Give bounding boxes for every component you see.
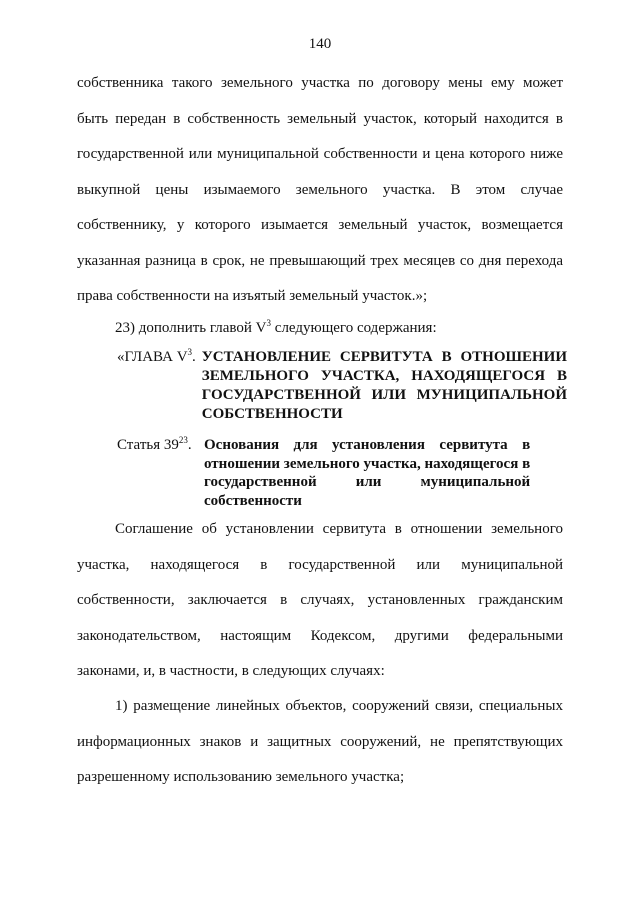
text-line: Соглашение об установлении сервитута в отношении земельного	[115, 521, 563, 537]
text-line: законами, и, в частности, в следующих случаях:	[77, 663, 385, 679]
article-title-line: государственной или муниципальной	[204, 474, 531, 490]
text-line: участка, находящегося в государственной или муниципальной	[77, 556, 563, 573]
amendment-text-end: следующего содержания:	[271, 320, 437, 336]
text-line: собственника такого земельного участка по договору мены ему может	[77, 75, 563, 91]
text-line: собственности, заключается в случаях, установленных гражданским	[77, 592, 563, 608]
superscript: 23	[178, 435, 188, 445]
paragraph-continuation	[77, 66, 563, 315]
article-label: Статья 39	[117, 437, 179, 453]
text-line: информационных знаков и защитных сооружений, не препятствующих	[77, 733, 563, 750]
text-line: указанная разница в срок, не превышающий трех месяцев со дня перехода	[77, 252, 563, 269]
text-line: быть передан в собственность земельный участок, который находится в	[77, 110, 563, 127]
article-title	[204, 436, 530, 510]
page-number: 140	[308, 36, 332, 52]
text-line: выкупной цены изымаемого земельного участка. В этом случае	[77, 181, 563, 198]
chapter-prefix	[117, 348, 202, 424]
article-title-line: отношении земельного участка, находящегося в	[204, 455, 531, 472]
text-line: разрешенному использованию земельного участка;	[77, 769, 405, 785]
article-label-dot: .	[187, 437, 192, 453]
article-heading	[117, 436, 563, 510]
text-line: государственной или муниципальной собственности и цена которого ниже	[77, 146, 563, 162]
paragraph-item-1	[77, 689, 563, 796]
text-line: права собственности на изъятый земельный участок.»;	[77, 288, 428, 304]
chapter-label: «ГЛАВА V	[117, 349, 188, 365]
chapter-title: УСТАНОВЛЕНИЕ СЕРВИТУТА В ОТНОШЕНИИ ЗЕМЕЛЬНОГО УЧАСТКА, НАХОДЯЩЕГОСЯ В ГОСУДАРСТВЕННОЙ ИЛИ МУНИЦИПАЛЬНОЙ СОБСТВЕННОСТИ	[201, 349, 567, 422]
chapter-heading	[117, 348, 567, 424]
text-line: законодательством, настоящим Кодексом, другими федеральными	[77, 627, 563, 644]
paragraph-agreement	[77, 512, 563, 690]
amendment-text: 23) дополнить главой V	[115, 320, 267, 336]
text-line: 1) размещение линейных объектов, сооружений связи, специальных	[115, 698, 563, 714]
text-line: собственнику, у которого изымается земельный участок, возмещается	[77, 217, 563, 233]
article-prefix	[117, 436, 204, 510]
paragraph-amendment-23	[77, 311, 563, 347]
article-title-line: Основания для установления сервитута в	[204, 437, 531, 453]
article-title-line: собственности	[204, 492, 302, 509]
superscript: 3	[266, 318, 272, 328]
chapter-label-dot: .	[192, 349, 196, 365]
superscript: 3	[187, 347, 193, 357]
